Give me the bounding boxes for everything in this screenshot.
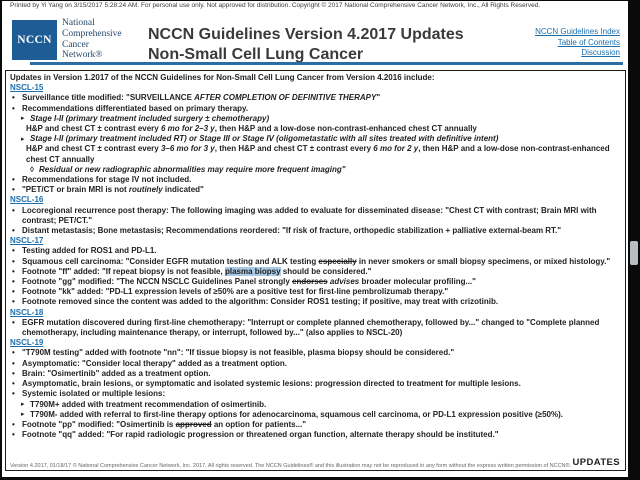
updates-list [10, 73, 621, 440]
update-item: H&P and chest CT ± contrast every 3–6 mo for 3 y, then H&P and chest CT ± contrast every 6 mo for 2 y, then H&P and a low-dose non-contrast-enhanced chest CT annually [26, 144, 610, 164]
updates-page-label: UPDATES [572, 457, 620, 468]
update-item: • Recommendations for stage IV not included. [12, 175, 192, 185]
bullet-marker: • [12, 419, 15, 429]
update-item: • Asymptomatic: "Consider local therapy" added as a treatment option. [12, 358, 287, 368]
nscl-section-link[interactable]: NSCL-17 [10, 236, 44, 246]
page-title [148, 25, 464, 64]
bullet-marker: • [12, 175, 15, 185]
bullet-marker: • [12, 317, 15, 327]
update-item: • Testing added for ROS1 and PD-L1. [12, 246, 157, 256]
update-item: • Brain: "Osimertinib" added as a treatment option. [12, 368, 211, 378]
nscl-section-link[interactable]: NSCL-18 [10, 307, 44, 317]
update-item: ▸ T790M- added with referral to first-line therapy options for adenocarcinoma, squamous cell carcinoma, or PD-L1 expression positive (≥50%). [21, 409, 563, 419]
update-item: • Surveillance title modified: "SURVEILLANCE AFTER COMPLETION OF DEFINITIVE THERAPY" [12, 93, 381, 103]
discussion-link[interactable]: Discussion [581, 48, 620, 58]
update-item: • Asymptomatic, brain lesions, or symptomatic and isolated systemic lesions: progression directed to treatment for multiple lesions. [12, 379, 521, 389]
bullet-marker: • [12, 368, 15, 378]
nscl-section-link[interactable]: NSCL-19 [10, 338, 44, 348]
nscl-section-link-row [10, 83, 621, 93]
bullet-marker: • [12, 277, 15, 287]
bullet-marker: ◊ [30, 164, 34, 174]
bullet-marker: • [12, 226, 15, 236]
update-item: • Footnote "kk" added: "PD-L1 expression levels of ≥50% are a positive test for first-line pembrolizumab therapy." [12, 287, 449, 297]
bullet-marker: • [12, 287, 15, 297]
bullet-marker: • [12, 205, 15, 215]
bullet-marker: ▸ [21, 411, 25, 419]
nscl-section-link-row [10, 236, 621, 246]
bullet-marker: • [12, 348, 15, 358]
nccn-logo-abbr: NCCN [17, 34, 52, 46]
update-item: • Footnote "qq" added: "For rapid radiologic progression or threatened organ function, alternate therapy should be instituted." [12, 430, 499, 440]
bullet-marker: ▸ [21, 135, 25, 143]
bullet-marker: • [12, 185, 15, 195]
nscl-section-link-row [10, 195, 621, 205]
bullet-marker: ▸ [21, 401, 25, 408]
update-item: • Footnote "ff" added: "If repeat biopsy is not feasible, plasma biopsy should be considered." [12, 266, 372, 276]
bullet-marker: • [12, 297, 15, 307]
window-edge-top [0, 0, 640, 1]
nccn-logo-name [62, 18, 122, 61]
update-item: ▸ T790M+ added with treatment recommendation of osimertinib. [21, 399, 267, 409]
bullet-marker: • [12, 266, 15, 276]
version-copyright: Version 4.2017, 01/18/17 © National Comprehensive Cancer Network, Inc. 2017, All rights reserved. The NCCN Guidelines® and this illustration may not be reproduced in any form without the express written permission of NCCN®. [10, 463, 572, 469]
bullet-marker: • [12, 379, 15, 389]
update-item: ▸ Stage I-II (primary treatment included RT) or Stage III or Stage IV (oligometastatic with all sites treated with definitive intent) [21, 134, 499, 144]
logo-name-line: National [62, 18, 95, 28]
update-item: • Squamous cell carcinoma: "Consider EGFR mutation testing and ALK testing especially in never smokers or small biopsy specimens, or mixed histology." [12, 256, 611, 266]
logo-name-line: Comprehensive [62, 28, 122, 39]
nscl-section-link[interactable]: NSCL-16 [10, 195, 44, 205]
window-edge-left [0, 0, 2, 480]
update-item: • Locoregional recurrence post therapy: The following imaging was added to evaluate for disseminated disease: "Chest CT with contrast; Brain MRI with contrast; PET/CT." [12, 205, 597, 225]
update-item: • "T790M testing" added with footnote "nn": "If tissue biopsy is not feasible, plasma biopsy should be considered." [12, 348, 455, 358]
bullet-marker: ▸ [21, 115, 25, 123]
update-item: Updates in Version 1.2017 of the NCCN Guidelines for Non-Small Cell Lung Cancer from Version 4.2016 include: [10, 73, 435, 82]
nscl-section-link-row [10, 308, 621, 318]
bullet-marker: • [12, 430, 15, 440]
logo-name-line: Cancer [62, 39, 89, 50]
bullet-marker: • [12, 103, 15, 113]
header-links [535, 27, 620, 59]
page-title-line1: NCCN Guidelines Version 4.2017 Updates [148, 26, 464, 43]
bullet-marker: • [12, 256, 15, 266]
bullet-marker: • [12, 389, 15, 399]
update-item: • Recommendations differentiated based on primary therapy. [12, 103, 249, 113]
page-title-line2: Non-Small Cell Lung Cancer [148, 45, 364, 63]
update-item: • Systemic isolated or multiple lesions: [12, 389, 166, 399]
update-item: • "PET/CT or brain MRI is not routinely indicated" [12, 185, 204, 195]
update-item: ▸ Stage I-II (primary treatment included surgery ± chemotherapy) [21, 113, 270, 123]
nccn-logo [12, 20, 57, 60]
update-item: • Footnote "pp" modified: "Osimertinib is approved an option for patients..." [12, 419, 307, 429]
nscl-section-link[interactable]: NSCL-15 [10, 83, 44, 93]
updates-box [5, 70, 626, 471]
bullet-marker: • [12, 93, 15, 103]
bullet-marker: • [12, 246, 15, 256]
highlighted-text: plasma biopsy [224, 266, 281, 276]
guidelines-index-link[interactable]: NCCN Guidelines Index [535, 27, 620, 36]
logo-name-line: Network® [62, 50, 103, 61]
print-notice: Printed by Yi Yang on 3/15/2017 5:28:24 AM. For personal use only. Not approved for distribution. Copyright © 2017 National Comprehensive Cancer Network, Inc., All Rights Reserved. [10, 2, 541, 9]
update-item: • Distant metastasis; Bone metastasis; Recommendations reordered: "If risk of fracture, orthopedic stabilization + palliative external-beam RT." [12, 226, 562, 236]
update-item: ◊ Residual or new radiographic abnormalities may require more frequent imaging" [30, 164, 346, 174]
table-of-contents-link[interactable]: Table of Contents [557, 37, 620, 47]
update-item: • Footnote removed since the content was added to the algorithm: Consider ROS1 testing; if positive, may treat with crizotinib. [12, 297, 499, 307]
update-item: • Footnote "gg" modified: "The NCCN NSCLC Guidelines Panel strongly endorses advises broader molecular profiling..." [12, 277, 476, 287]
update-item: • EGFR mutation discovered during first-line chemotherapy: "Interrupt or complete planned chemotherapy, followed by..." changed to "Complete planned chemotherapy, including maintenance therapy, or interrupt, followed by..." (also applies to NSCL-20) [12, 317, 600, 338]
update-item: H&P and chest CT ± contrast every 6 mo for 2–3 y, then H&P and a low-dose non-contrast-enhanced chest CT annually [26, 124, 477, 134]
scrollbar-thumb[interactable] [630, 241, 638, 265]
bullet-marker: • [12, 358, 15, 368]
header-divider [30, 62, 623, 65]
nscl-section-link-row [10, 338, 621, 348]
scrollbar-track[interactable] [628, 0, 640, 480]
